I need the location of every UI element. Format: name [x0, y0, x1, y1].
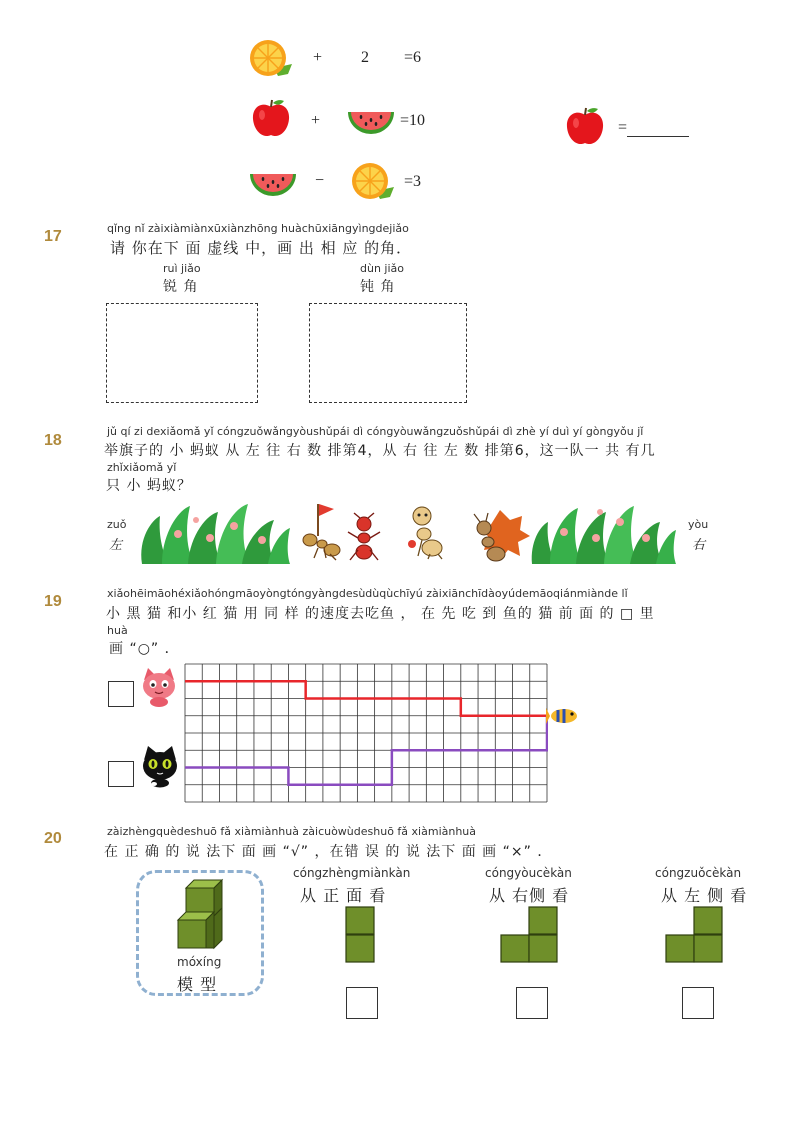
- ant-with-flag-icon: [298, 500, 342, 562]
- result-six: =6: [404, 49, 422, 66]
- question-pinyin-line2: zhǐxiǎomǎ yǐ: [107, 461, 177, 474]
- black-cat-answer-box[interactable]: [108, 761, 134, 787]
- red-cat-answer-box[interactable]: [108, 681, 134, 707]
- front-view-figure: [345, 906, 377, 964]
- black-cat-icon: [140, 746, 180, 788]
- question-pinyin: zàizhèngquèdeshuō fǎ xiàmiànhuà zàicuòwùdeshuō fǎ xiàmiànhuà: [107, 825, 477, 838]
- front-view-pinyin: cóngzhèngmiànkàn: [293, 866, 411, 880]
- obtuse-angle-drawing-box[interactable]: [309, 303, 467, 403]
- question-text: 在 正 确 的 说 法下 面 画 “√” ，在错 误 的 说 法下 面 画 “×” ．: [104, 844, 553, 860]
- fish-icon: [546, 706, 582, 726]
- answer-blank[interactable]: [627, 122, 689, 137]
- left-view-pinyin: cóngzuǒcèkàn: [655, 866, 742, 880]
- plus-sign: +: [311, 112, 321, 129]
- acute-angle-drawing-box[interactable]: [106, 303, 258, 403]
- answer-equals: =: [618, 119, 689, 137]
- question-text-line2: 只 小 蚂蚁？: [106, 478, 192, 494]
- maze-grid: [184, 663, 548, 803]
- ant-with-flower-icon: [404, 504, 450, 560]
- question-pinyin-line1: jǔ qí zi dexiǎomǎ yǐ cóngzuǒwǎngyòushǔpái dì cóngyòuwǎngzuǒshǔpái dì zhè yí duì yí gòngyǒu jǐ: [107, 425, 644, 438]
- right-pinyin: yòu: [688, 518, 709, 531]
- model-pinyin: móxíng: [177, 955, 222, 969]
- question-text-line2: 画 “○” ．: [109, 641, 180, 657]
- front-view-label: 从 正 面 看: [300, 886, 387, 905]
- question-text-line1: 小 黑 猫 和小 红 猫 用 同 样 的速度去吃鱼 ， 在 先 吃 到 鱼的 猫 前 面 的 □ 里: [106, 606, 655, 622]
- result-ten: =10: [400, 112, 426, 129]
- question-pinyin: qǐng nǐ zàixiàmiànxūxiànzhōng huàchūxiāngyìngdejiǎo: [107, 222, 409, 235]
- bush-right-illustration: [530, 498, 676, 566]
- watermelon-icon: [248, 170, 298, 198]
- orange-icon: [350, 161, 396, 201]
- model-cube-stack: [172, 878, 226, 952]
- ant-with-leaf-icon: [470, 504, 530, 564]
- minus-sign: −: [315, 172, 325, 189]
- orange-icon: [248, 38, 294, 78]
- obtuse-angle-label: 钝 角: [360, 279, 396, 295]
- number-two: 2: [361, 49, 369, 66]
- question-number: 19: [44, 593, 62, 610]
- apple-icon: [250, 99, 292, 141]
- right-view-label: 从 右侧 看: [489, 886, 570, 905]
- question-number: 20: [44, 830, 62, 847]
- left-view-label: 从 左 侧 看: [661, 886, 748, 905]
- left-pinyin: zuǒ: [107, 518, 127, 531]
- front-view-answer-box[interactable]: [346, 987, 378, 1019]
- right-view-pinyin: cóngyòucèkàn: [485, 866, 572, 880]
- red-cat-icon: [138, 668, 180, 708]
- model-label: 模 型: [177, 975, 218, 994]
- question-text-line1: 举旗子的 小 蚂蚁 从 左 往 右 数 排第4，从 右 往 左 数 排第6，这一队一 共 有几: [104, 443, 656, 459]
- right-view-figure: [500, 906, 560, 964]
- right-label: 右: [692, 538, 707, 553]
- acute-angle-label: 锐 角: [163, 279, 199, 295]
- left-label: 左: [109, 538, 124, 553]
- watermelon-icon: [346, 108, 396, 136]
- question-number: 17: [44, 228, 62, 245]
- plus-sign: +: [313, 49, 323, 66]
- question-pinyin-line1: xiǎohēimāohéxiǎohóngmāoyòngtóngyàngdesùdùqùchīyú zàixiānchīdàoyúdemāoqiánmiànde lǐ: [107, 587, 628, 600]
- obtuse-angle-pinyin: dùn jiǎo: [360, 262, 405, 275]
- question-text: 请 你在下 面 虚线 中，画 出 相 应 的角．: [110, 239, 413, 257]
- question-number: 18: [44, 432, 62, 449]
- apple-icon: [564, 107, 606, 149]
- right-view-answer-box[interactable]: [516, 987, 548, 1019]
- left-view-figure: [665, 906, 725, 964]
- left-view-answer-box[interactable]: [682, 987, 714, 1019]
- bush-left-illustration: [138, 498, 290, 566]
- result-three: =3: [404, 173, 422, 190]
- red-ant-icon: [346, 512, 382, 564]
- question-pinyin-line2: huà: [107, 624, 128, 637]
- acute-angle-pinyin: ruì jiǎo: [163, 262, 201, 275]
